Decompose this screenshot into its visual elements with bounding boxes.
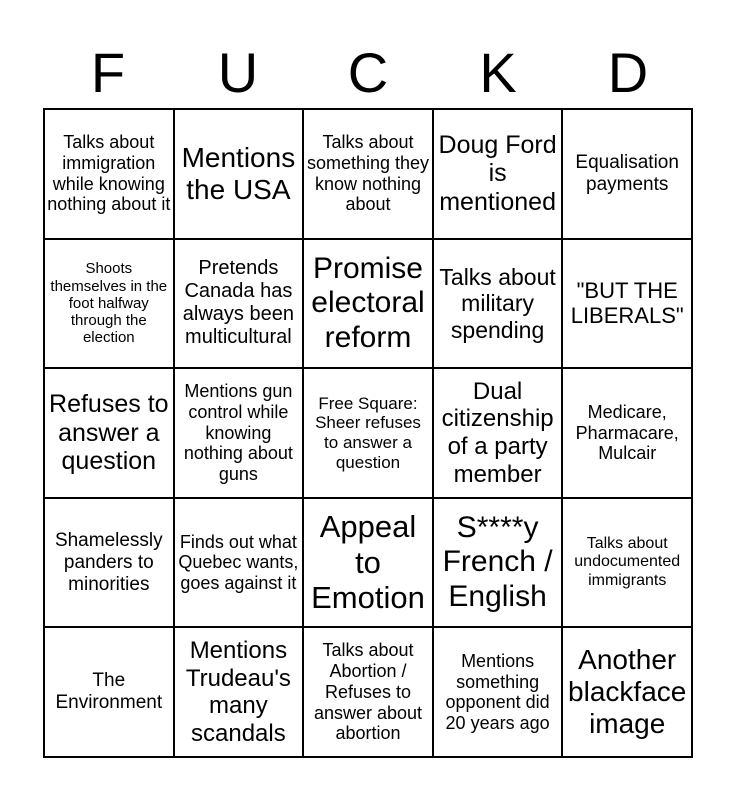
bingo-cell[interactable]: Equalisation payments <box>562 109 692 239</box>
header-letter: C <box>347 41 389 104</box>
bingo-cell[interactable]: S****y French / English <box>433 498 563 628</box>
bingo-cell[interactable]: Talks about Abortion / Refuses to answer about abortion <box>303 627 433 757</box>
bingo-cell[interactable]: Shoots themselves in the foot halfway through the election <box>44 239 174 369</box>
bingo-cell[interactable]: The Environment <box>44 627 174 757</box>
bingo-cell[interactable]: Doug Ford is mentioned <box>433 109 563 239</box>
bingo-cell[interactable]: Talks about something they know nothing about <box>303 109 433 239</box>
header-letter: K <box>479 41 517 104</box>
bingo-cell[interactable]: Talks about undocumented immigrants <box>562 498 692 628</box>
bingo-cell[interactable]: "BUT THE LIBERALS" <box>562 239 692 369</box>
header-letter: U <box>217 41 259 104</box>
bingo-cell[interactable]: Medicare, Pharmacare, Mulcair <box>562 368 692 498</box>
bingo-cell free-square[interactable]: Free Square: Sheer refuses to answer a question <box>303 368 433 498</box>
bingo-cell[interactable]: Finds out what Quebec wants, goes against it <box>174 498 304 628</box>
bingo-grid <box>43 108 693 758</box>
bingo-header <box>43 40 693 106</box>
bingo-cell[interactable]: Mentions gun control while knowing nothing about guns <box>174 368 304 498</box>
bingo-cell[interactable]: Talks about military spending <box>433 239 563 369</box>
header-letter: F <box>90 41 126 104</box>
bingo-cell[interactable]: Pretends Canada has always been multicultural <box>174 239 304 369</box>
bingo-cell[interactable]: Another blackface image <box>562 627 692 757</box>
header-letter: D <box>607 41 649 104</box>
bingo-cell[interactable]: Dual citizenship of a party member <box>433 368 563 498</box>
bingo-cell[interactable]: Promise electoral reform <box>303 239 433 369</box>
bingo-cell[interactable]: Mentions the USA <box>174 109 304 239</box>
bingo-cell[interactable]: Shamelessly panders to minorities <box>44 498 174 628</box>
bingo-cell[interactable]: Mentions Trudeau's many scandals <box>174 627 304 757</box>
bingo-cell[interactable]: Appeal to Emotion <box>303 498 433 628</box>
bingo-cell[interactable]: Refuses to answer a question <box>44 368 174 498</box>
bingo-cell[interactable]: Mentions something opponent did 20 years ago <box>433 627 563 757</box>
bingo-cell[interactable]: Talks about immigration while knowing nothing about it <box>44 109 174 239</box>
